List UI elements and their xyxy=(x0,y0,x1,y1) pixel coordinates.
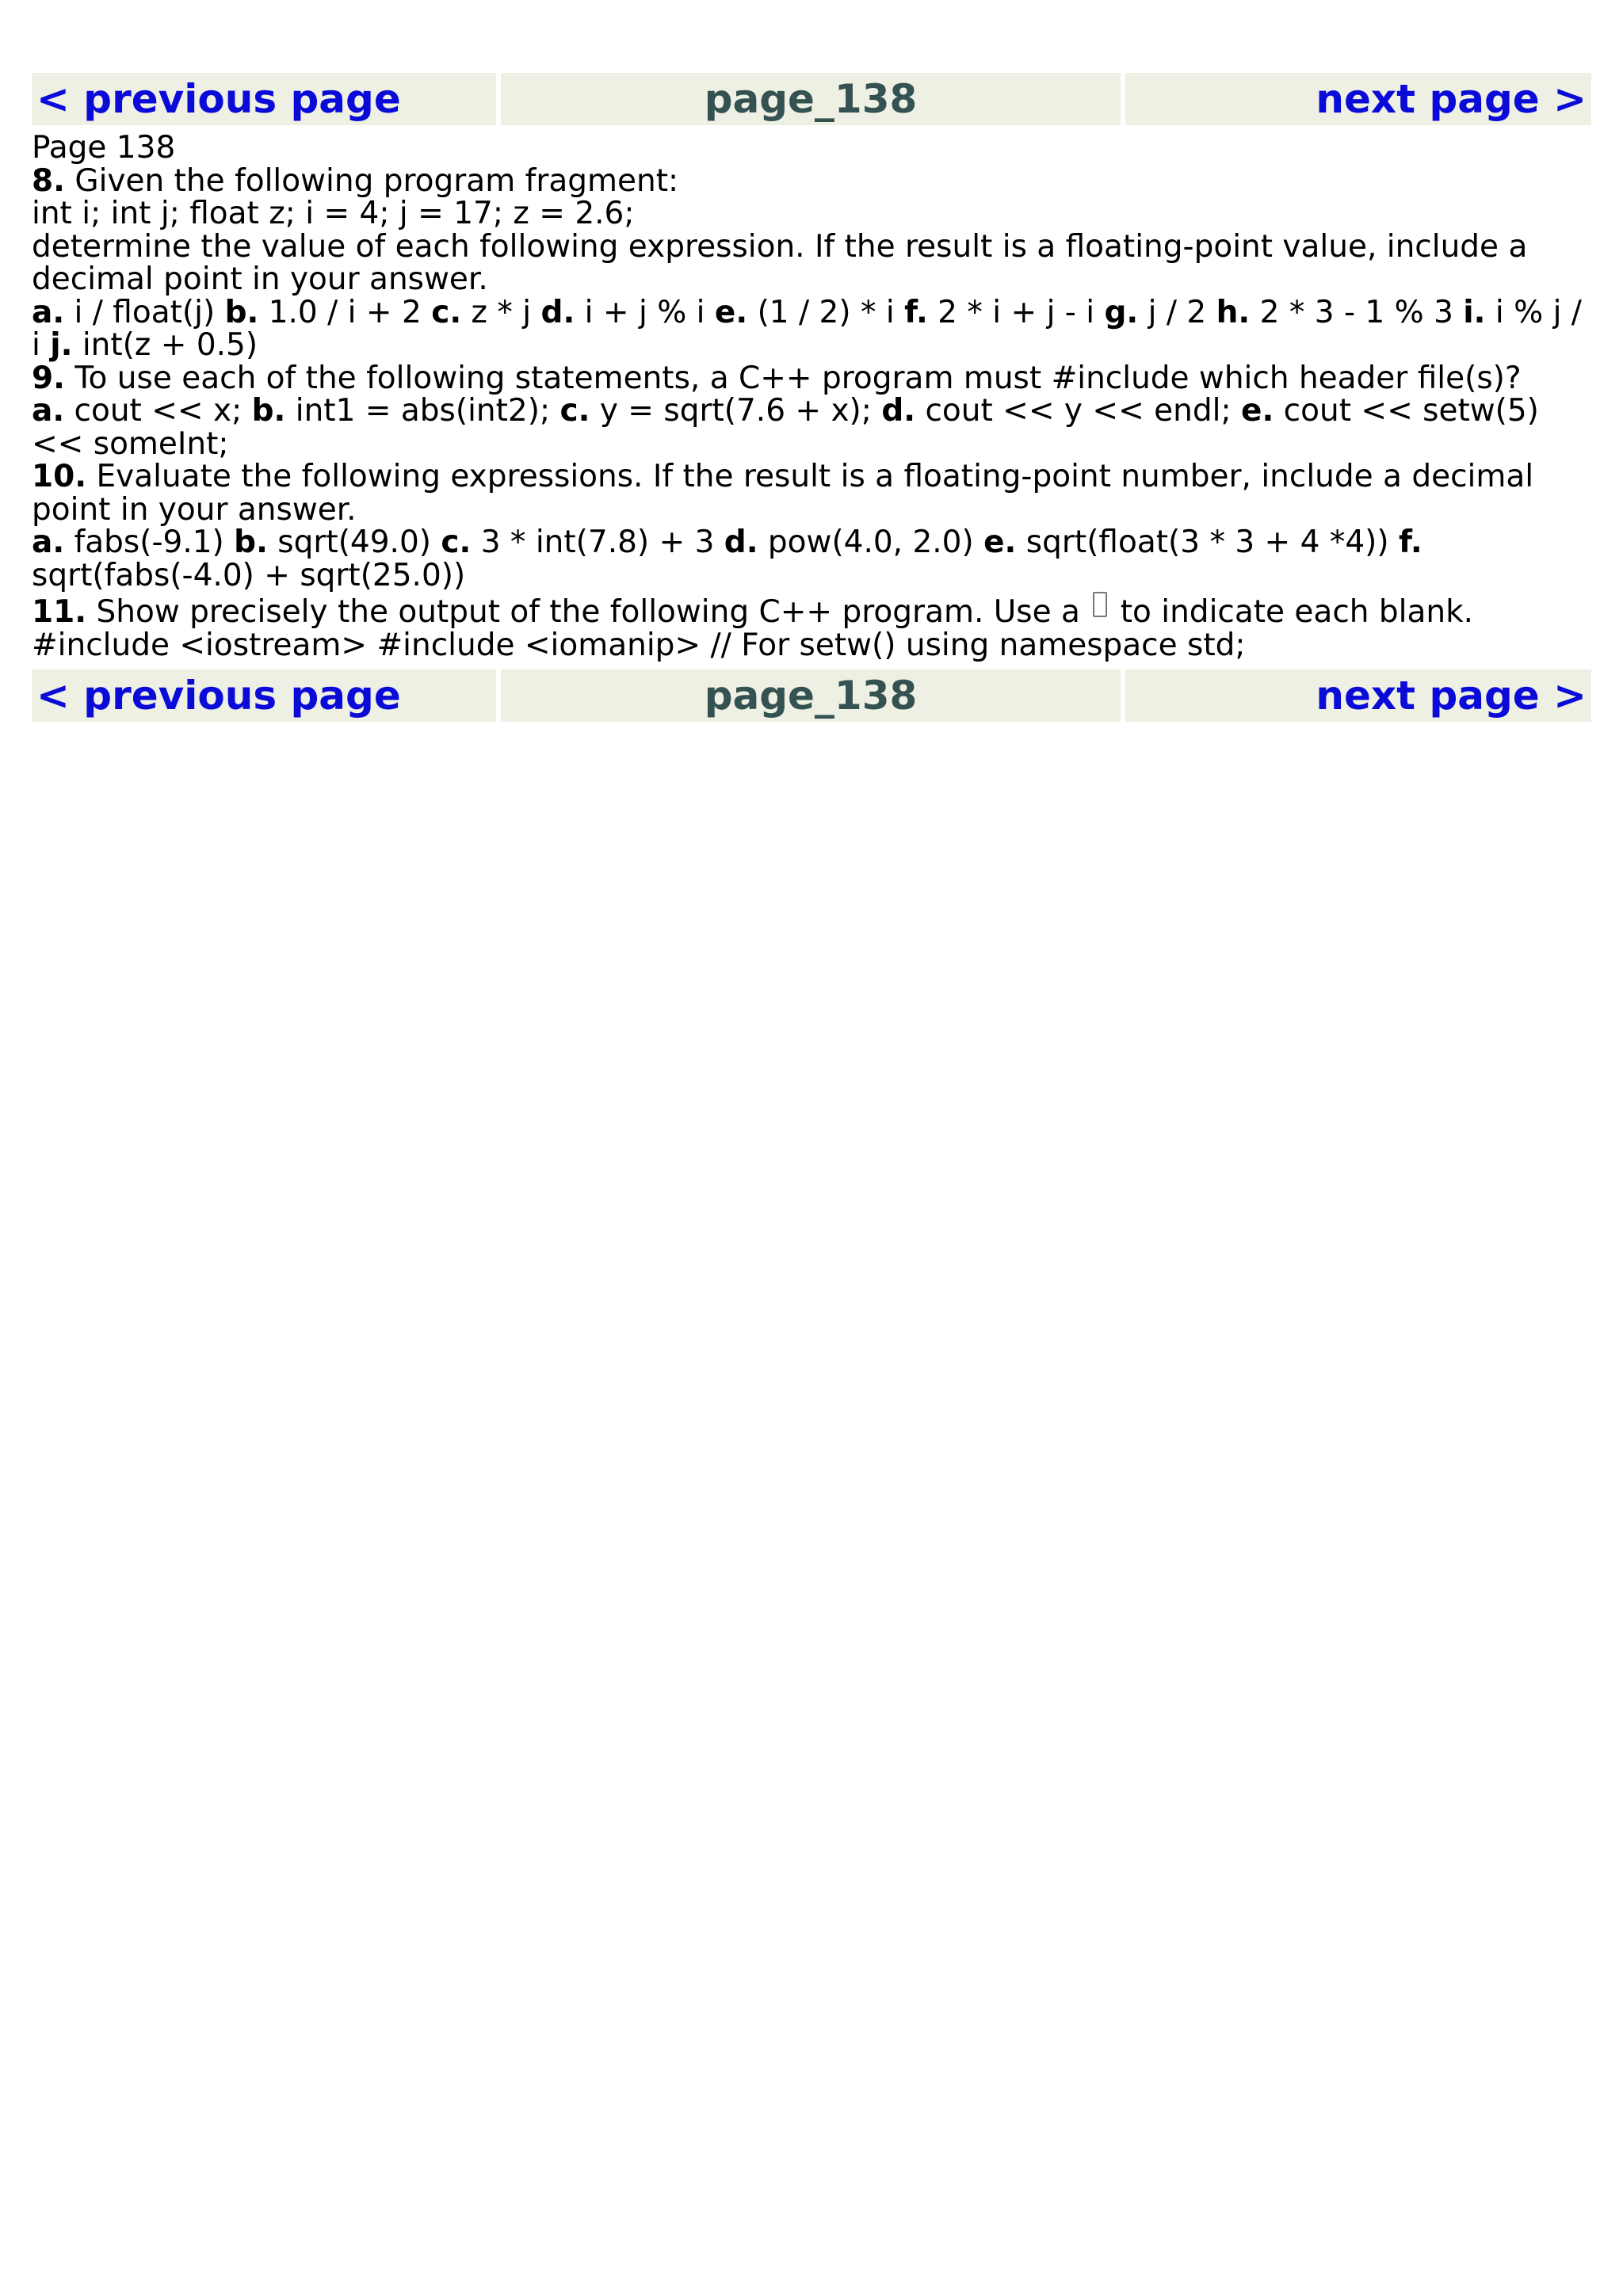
part-label: a. xyxy=(32,393,65,429)
part-text: i % j / i xyxy=(32,294,1582,363)
question-8-instruction: determine the value of each following expression. If the result is a floating-point value, include a decimal point in your answer. xyxy=(32,228,1528,297)
part-text: 2 * 3 - 1 % 3 xyxy=(1250,294,1464,330)
part-label: i. xyxy=(1463,294,1486,330)
question-8-number: 8. xyxy=(32,162,65,199)
question-11-number: 11. xyxy=(32,594,87,630)
part-label: d. xyxy=(724,524,758,560)
question-8 xyxy=(32,162,1591,199)
part-text: sqrt(49.0) xyxy=(267,524,441,560)
blank-symbol-icon xyxy=(1093,592,1107,617)
part-text: sqrt(float(3 * 3 + 4 *4)) xyxy=(1016,524,1399,560)
question-9-number: 9. xyxy=(32,360,65,396)
question-10 xyxy=(32,460,1591,526)
part-text: pow(4.0, 2.0) xyxy=(758,524,984,560)
part-label: d. xyxy=(881,393,916,429)
part-label: e. xyxy=(714,294,748,330)
page xyxy=(0,0,1591,722)
part-label: d. xyxy=(540,294,575,330)
question-8-text: Given the following program fragment: xyxy=(64,162,679,199)
question-10-parts xyxy=(32,526,1591,592)
part-label: a. xyxy=(32,524,65,560)
part-text: i / float(j) xyxy=(64,294,225,330)
part-label: c. xyxy=(441,524,472,560)
part-label: f. xyxy=(904,294,928,330)
part-text: int1 = abs(int2); xyxy=(285,393,560,429)
part-text: cout << y << endl; xyxy=(915,393,1241,429)
part-text: fabs(-9.1) xyxy=(64,524,235,560)
part-text: (1 / 2) * i xyxy=(747,294,905,330)
part-label: e. xyxy=(1241,393,1274,429)
part-label: h. xyxy=(1216,294,1251,330)
part-label: a. xyxy=(32,294,65,330)
bottom-nav-bar xyxy=(32,669,1591,722)
question-8-parts xyxy=(32,296,1591,362)
part-text: i + j % i xyxy=(575,294,715,330)
part-text: y = sqrt(7.6 + x); xyxy=(590,393,882,429)
part-text: z * j xyxy=(461,294,541,330)
part-label: b. xyxy=(251,393,286,429)
page-heading: Page 138 xyxy=(32,130,176,166)
part-text: cout << x; xyxy=(64,393,252,429)
previous-page-link[interactable]: < previous page xyxy=(32,73,496,125)
part-label: c. xyxy=(431,294,462,330)
part-text: sqrt(fabs(-4.0) + sqrt(25.0)) xyxy=(32,557,466,593)
question-10-number: 10. xyxy=(32,459,87,494)
question-9 xyxy=(32,362,1591,395)
part-text: j / 2 xyxy=(1138,294,1216,330)
part-label: f. xyxy=(1398,524,1423,560)
previous-page-link[interactable]: < previous page xyxy=(32,669,496,722)
part-text: cout << setw(5) << someInt; xyxy=(32,393,1539,462)
part-label: c. xyxy=(559,393,590,429)
question-9-text: To use each of the following statements, a C++ program must #include which header file(s)? xyxy=(64,360,1522,396)
part-text: 1.0 / i + 2 xyxy=(258,294,432,330)
part-label: j. xyxy=(50,327,73,363)
question-11 xyxy=(32,592,1591,629)
next-page-link[interactable]: next page > xyxy=(1125,669,1591,722)
question-8-code: int i; int j; float z; i = 4; j = 17; z = 2.6; xyxy=(32,196,635,231)
part-label: b. xyxy=(234,524,268,560)
part-label: e. xyxy=(983,524,1017,560)
part-text: 3 * int(7.8) + 3 xyxy=(471,524,724,560)
top-nav-bar xyxy=(32,73,1591,125)
page-indicator: page_138 xyxy=(501,73,1121,125)
question-11-code: #include <iostream> #include <iomanip> // For setw() using namespace std; xyxy=(32,627,1246,663)
part-text: int(z + 0.5) xyxy=(72,327,258,363)
part-label: b. xyxy=(224,294,259,330)
page-indicator: page_138 xyxy=(501,669,1121,722)
question-11-text-before: Show precisely the output of the following C++ program. Use a xyxy=(86,594,1090,630)
question-10-text: Evaluate the following expressions. If the result is a floating-point number, include a decimal point in your answer. xyxy=(32,459,1534,528)
next-page-link[interactable]: next page > xyxy=(1125,73,1591,125)
part-text: 2 * i + j - i xyxy=(927,294,1105,330)
part-label: g. xyxy=(1104,294,1139,330)
page-content xyxy=(32,132,1591,662)
question-11-text-after: to indicate each blank. xyxy=(1110,594,1474,630)
question-9-parts xyxy=(32,395,1591,460)
